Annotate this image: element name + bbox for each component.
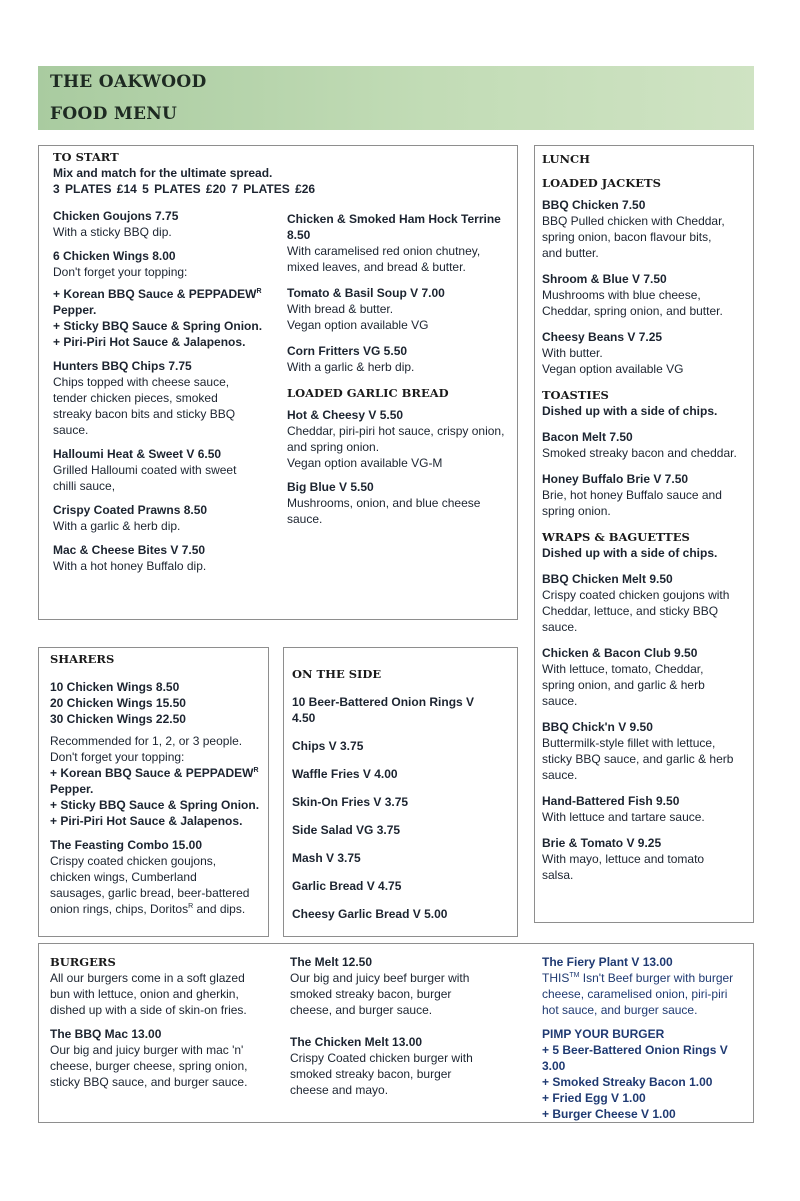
- item-name: Hand-Battered Fish 9.50: [542, 794, 680, 808]
- item-desc: Crispy coated chicken goujons with: [542, 588, 730, 602]
- item-desc: Chips topped with cheese sauce,: [53, 375, 230, 389]
- lunch-title: LUNCH: [542, 152, 591, 166]
- item-desc: smoked streaky bacon, burger: [290, 987, 452, 1001]
- menu-item: [542, 719, 752, 783]
- item-desc: sauce.: [53, 423, 89, 437]
- burgers-intro: bun with lettuce, onion and gherkin,: [50, 987, 239, 1001]
- item-desc: mixed leaves, and bread & butter.: [287, 260, 466, 274]
- item-desc: and butter.: [542, 246, 599, 260]
- item-name: Crispy Coated Prawns 8.50: [53, 503, 208, 517]
- topping-option: + Korean BBQ Sauce & $PEPPADEW^R$: [53, 287, 262, 301]
- menu-item: [53, 502, 283, 534]
- topping-option: + Sticky BBQ Sauce & Spring Onion.: [53, 319, 263, 333]
- sharers-column: [50, 651, 268, 917]
- item-desc: With caramelised red onion chutney,: [287, 244, 481, 258]
- topping-list: [53, 286, 283, 350]
- item-name: 6 Chicken Wings 8.00: [53, 249, 176, 263]
- item-name: Chicken & Bacon Club 9.50: [542, 646, 698, 660]
- topping-prompt: Don't forget your topping:: [50, 750, 185, 764]
- item-name: The Melt 12.50: [290, 955, 373, 969]
- menu-item: [542, 571, 752, 635]
- item-desc: Crispy Coated chicken burger with: [290, 1051, 473, 1065]
- item-name: Big Blue V 5.50: [287, 480, 374, 494]
- pimp-your-burger-title: PIMP YOUR BURGER: [542, 1027, 665, 1041]
- venue-name: THE OAKWOOD: [50, 72, 207, 92]
- item-desc: Smoked streaky bacon and cheddar.: [542, 446, 737, 460]
- item-desc: BBQ Pulled chicken with Cheddar,: [542, 214, 725, 228]
- item-desc: onion rings, chips, Doritos$^R$ and dips.: [50, 902, 246, 916]
- item-name: BBQ Chicken Melt 9.50: [542, 572, 673, 586]
- topping-option: + Piri-Piri Hot Sauce & Jalapenos.: [53, 335, 246, 349]
- item-desc: cheese, caramelised onion, piri-piri: [542, 987, 728, 1001]
- burgers-intro: dished up with a side of skin-on fries.: [50, 1003, 247, 1017]
- menu-item: [53, 358, 283, 438]
- item-desc: Mushrooms, onion, and blue cheese: [287, 496, 481, 510]
- item-desc: With a garlic & herb dip.: [53, 519, 181, 533]
- feasting-combo-name: The Feasting Combo 15.00: [50, 838, 203, 852]
- topping-option-cont: Pepper.: [53, 303, 97, 317]
- extra-option: + Burger Cheese V 1.00: [542, 1107, 676, 1121]
- item-desc: spring onion, and garlic & herb: [542, 678, 705, 692]
- item-name: The Fiery Plant V 13.00: [542, 955, 673, 969]
- item-desc: chilli sauce,: [53, 479, 116, 493]
- topping-option: + Piri-Piri Hot Sauce & Jalapenos.: [50, 814, 243, 828]
- item-desc: Cheddar, piri-piri hot sauce, crispy onion,: [287, 424, 505, 438]
- side-item: Garlic Bread V 4.75: [292, 879, 402, 893]
- item-name: Chicken Goujons 7.75: [53, 209, 179, 223]
- item-desc: cheese, and burger sauce.: [290, 1003, 433, 1017]
- item-desc: With mayo, lettuce and tomato: [542, 852, 705, 866]
- sharers-title: SHARERS: [50, 652, 115, 666]
- item-name: Chicken & Smoked Ham Hock Terrine: [287, 212, 501, 226]
- menu-item: [53, 208, 283, 240]
- item-desc: Cheddar, lettuce, and sticky BBQ: [542, 604, 719, 618]
- extra-option: + Fried Egg V 1.00: [542, 1091, 646, 1105]
- item-desc: and spring onion.: [287, 440, 380, 454]
- item-desc: Vegan option available VG-M: [287, 456, 443, 470]
- menu-item: [287, 407, 515, 471]
- item-name: BBQ Chicken 7.50: [542, 198, 646, 212]
- item-name: Mac & Cheese Bites V 7.50: [53, 543, 206, 557]
- item-desc: spring onion.: [542, 504, 611, 518]
- lunch-column: [542, 151, 752, 891]
- plates-pricing: 3 PLATES £14 5 PLATES £20 7 PLATES £26: [53, 182, 316, 196]
- menu-item: [287, 343, 515, 375]
- menu-item: [542, 793, 752, 825]
- item-desc: Buttermilk-style fillet with lettuce,: [542, 736, 716, 750]
- item-name: Brie & Tomato V 9.25: [542, 836, 662, 850]
- item-name: The Chicken Melt 13.00: [290, 1035, 423, 1049]
- side-item: 10 Beer-Battered Onion Rings V 4.50: [292, 695, 475, 725]
- burgers-title: BURGERS: [50, 955, 116, 969]
- burgers-intro: All our burgers come in a soft glazed: [50, 971, 245, 985]
- menu-item: [287, 285, 515, 333]
- item-desc: salsa.: [542, 868, 574, 882]
- sharers-recommendation: Recommended for 1, 2, or 3 people.: [50, 734, 243, 748]
- on-the-side-title: ON THE SIDE: [292, 667, 382, 681]
- side-item: Waffle Fries V 4.00: [292, 767, 398, 781]
- item-desc: THIS™ Isn't Beef burger with burger: [542, 971, 734, 985]
- item-desc: Cheddar, spring onion, and butter.: [542, 304, 723, 318]
- item-desc: sauce.: [542, 620, 578, 634]
- menu-item: [542, 645, 752, 709]
- menu-item: [53, 446, 283, 494]
- loaded-garlic-bread-title: LOADED GARLIC BREAD: [287, 386, 449, 400]
- menu-item: [287, 479, 515, 527]
- item-desc: sticky BBQ sauce, and garlic & herb: [542, 752, 734, 766]
- to-start-left-column: [53, 208, 283, 582]
- side-item: Cheesy Garlic Bread V 5.00: [292, 907, 448, 921]
- item-name: Corn Fritters VG 5.50: [287, 344, 408, 358]
- loaded-jackets-title: LOADED JACKETS: [542, 176, 661, 190]
- item-desc: sauce.: [542, 694, 578, 708]
- item-name: Hot & Cheesy V 5.50: [287, 408, 404, 422]
- item-desc: Our big and juicy burger with mac 'n': [50, 1043, 244, 1057]
- wings-price: 30 Chicken Wings 22.50: [50, 712, 186, 726]
- wraps-baguettes-title: WRAPS & BAGUETTES: [542, 530, 690, 544]
- on-the-side-column: [292, 666, 514, 934]
- item-desc: With lettuce, tomato, Cheddar,: [542, 662, 704, 676]
- item-desc: With bread & butter.: [287, 302, 394, 316]
- menu-item: [287, 211, 515, 275]
- item-desc: cheese, burger cheese, spring onion,: [50, 1059, 248, 1073]
- item-desc: smoked streaky bacon, burger: [290, 1067, 452, 1081]
- item-desc: sausages, garlic bread, beer-battered: [50, 886, 250, 900]
- side-item: Skin-On Fries V 3.75: [292, 795, 409, 809]
- side-item: Side Salad VG 3.75: [292, 823, 401, 837]
- side-item: Mash V 3.75: [292, 851, 361, 865]
- item-desc: Grilled Halloumi coated with sweet: [53, 463, 237, 477]
- extra-option: + Smoked Streaky Bacon 1.00: [542, 1075, 713, 1089]
- item-desc: chicken wings, Cumberland: [50, 870, 197, 884]
- item-name: Tomato & Basil Soup V 7.00: [287, 286, 445, 300]
- toasties-subtitle: Dished up with a side of chips.: [542, 404, 718, 418]
- item-desc: cheese and mayo.: [290, 1083, 389, 1097]
- item-desc: Vegan option available VG: [287, 318, 429, 332]
- header-banner: [38, 66, 754, 130]
- wings-price: 20 Chicken Wings 15.50: [50, 696, 186, 710]
- item-name: Cheesy Beans V 7.25: [542, 330, 663, 344]
- to-start-intro: Mix and match for the ultimate spread.: [53, 166, 273, 180]
- extra-option: + 5 Beer-Battered Onion Rings V 3.00: [542, 1043, 728, 1073]
- item-desc: With a sticky BBQ dip.: [53, 225, 172, 239]
- menu-item: [542, 197, 752, 261]
- item-desc: sauce.: [287, 512, 323, 526]
- item-desc: streaky bacon bits and sticky BBQ: [53, 407, 236, 421]
- side-item: Chips V 3.75: [292, 739, 364, 753]
- menu-title: FOOD MENU: [50, 104, 178, 124]
- to-start-heading-block: [53, 149, 503, 197]
- item-desc: hot sauce, and burger sauce.: [542, 1003, 698, 1017]
- burgers-right-column: [542, 954, 752, 1122]
- item-name: Hunters BBQ Chips 7.75: [53, 359, 192, 373]
- item-desc: Don't forget your topping:: [53, 265, 188, 279]
- to-start-right-column: [287, 211, 515, 535]
- item-desc: tender chicken pieces, smoked: [53, 391, 218, 405]
- menu-item: [53, 542, 283, 574]
- menu-item: [542, 271, 752, 319]
- item-name: Shroom & Blue V 7.50: [542, 272, 667, 286]
- wings-price: 10 Chicken Wings 8.50: [50, 680, 180, 694]
- item-desc: Brie, hot honey Buffalo sauce and: [542, 488, 722, 502]
- toasties-title: TOASTIES: [542, 388, 609, 402]
- item-name: Bacon Melt 7.50: [542, 430, 633, 444]
- item-desc: spring onion, bacon flavour bits,: [542, 230, 712, 244]
- item-desc: Mushrooms with blue cheese,: [542, 288, 701, 302]
- menu-item: [542, 429, 752, 461]
- menu-item: [542, 471, 752, 519]
- wraps-subtitle: Dished up with a side of chips.: [542, 546, 718, 560]
- item-desc: With a garlic & herb dip.: [287, 360, 415, 374]
- menu-item: [53, 248, 283, 280]
- burgers-middle-column: [290, 954, 520, 1098]
- topping-option: + Sticky BBQ Sauce & Spring Onion.: [50, 798, 260, 812]
- topping-option-cont: Pepper.: [50, 782, 94, 796]
- item-name: BBQ Chick'n V 9.50: [542, 720, 653, 734]
- menu-item: [542, 835, 752, 883]
- item-desc: With lettuce and tartare sauce.: [542, 810, 705, 824]
- item-name: Halloumi Heat & Sweet V 6.50: [53, 447, 222, 461]
- item-desc: Crispy coated chicken goujons,: [50, 854, 217, 868]
- item-desc: sticky BBQ sauce, and burger sauce.: [50, 1075, 248, 1089]
- menu-item: [542, 329, 752, 377]
- item-name: Honey Buffalo Brie V 7.50: [542, 472, 689, 486]
- item-desc: With butter.: [542, 346, 603, 360]
- item-name: The BBQ Mac 13.00: [50, 1027, 162, 1041]
- item-desc: sauce.: [542, 768, 578, 782]
- burgers-left-column: [50, 954, 278, 1090]
- topping-option: + Korean BBQ Sauce & $PEPPADEW^R$: [50, 766, 259, 780]
- item-desc: Vegan option available VG: [542, 362, 684, 376]
- item-desc: Our big and juicy beef burger with: [290, 971, 470, 985]
- item-name-cont: 8.50: [287, 228, 311, 242]
- to-start-title: TO START: [53, 150, 119, 164]
- item-desc: With a hot honey Buffalo dip.: [53, 559, 207, 573]
